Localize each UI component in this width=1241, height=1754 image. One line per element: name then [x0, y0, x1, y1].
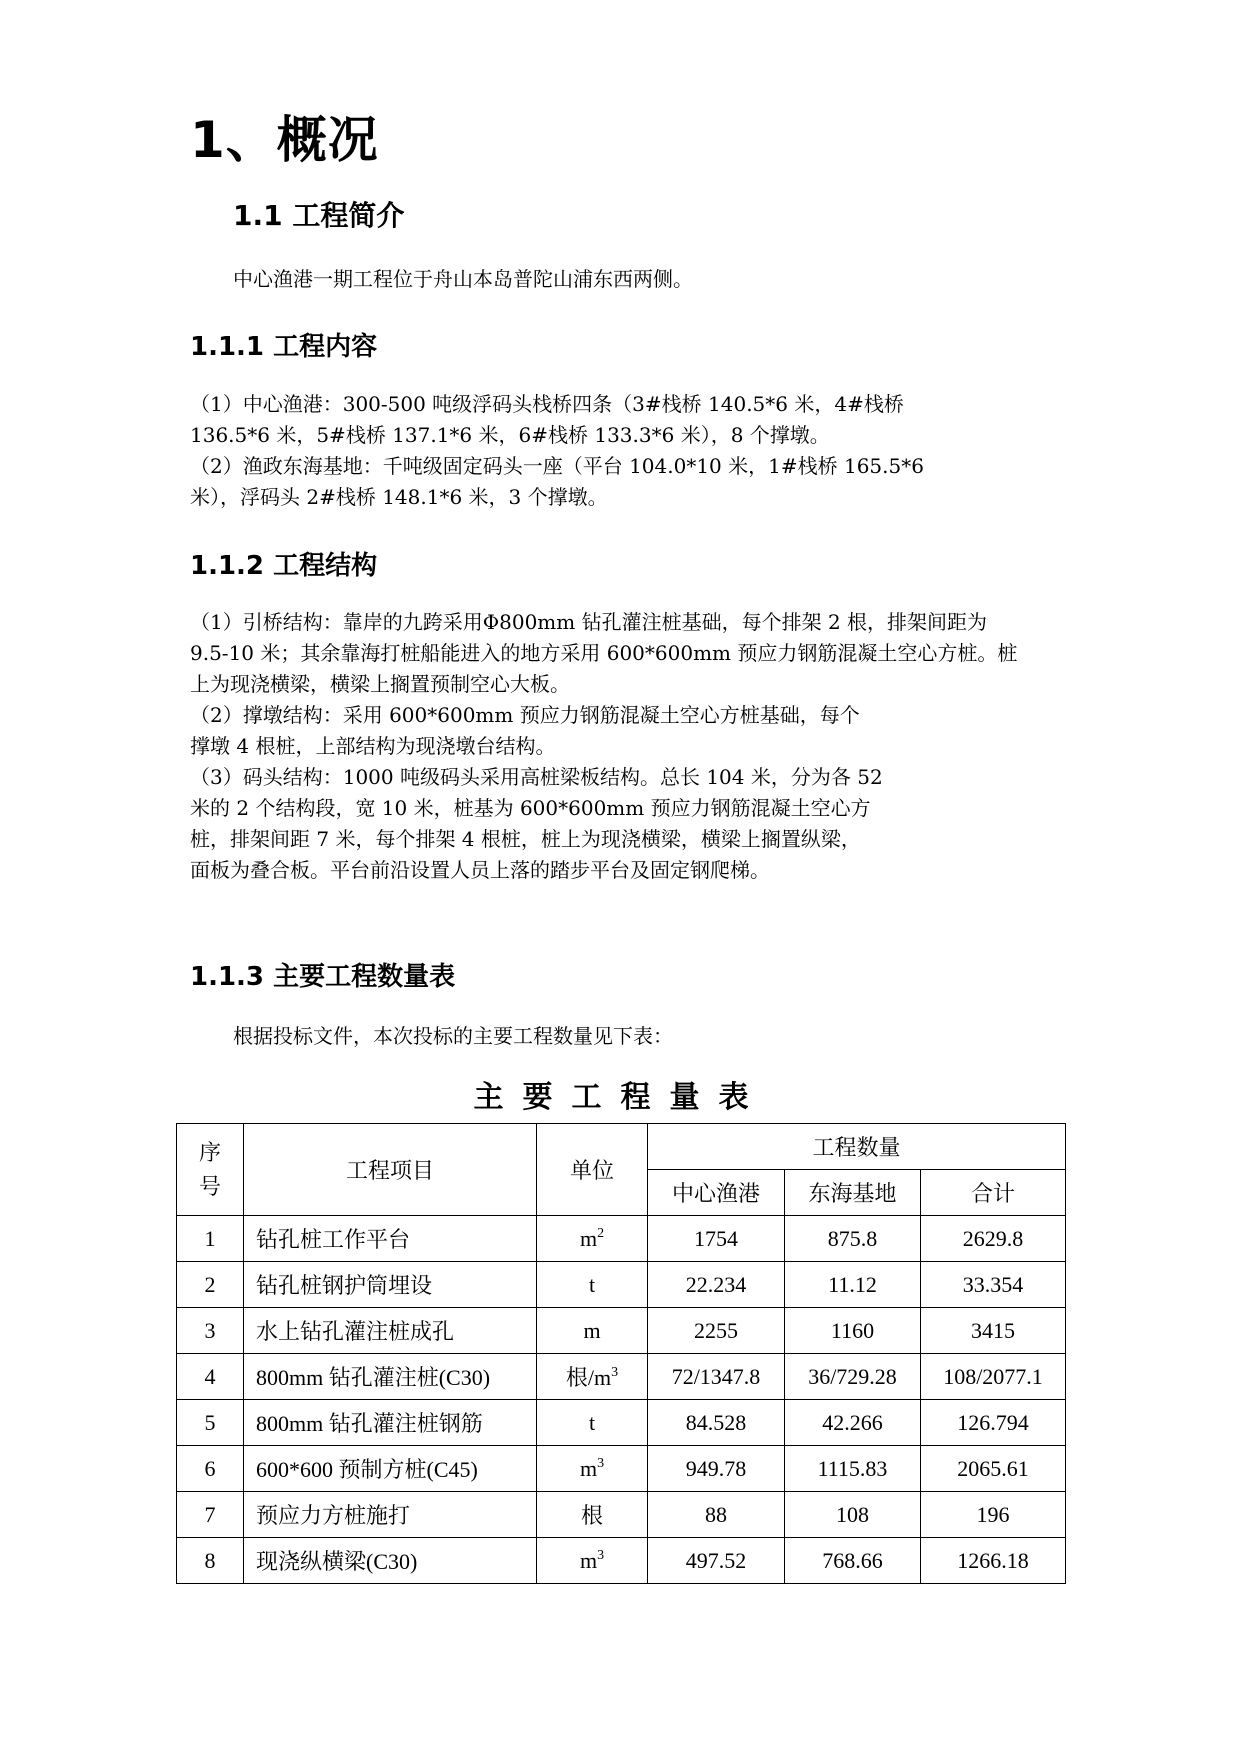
cell-unit: $m^3$	[537, 1538, 648, 1584]
text-line: （2）撑墩结构：采用 600*600mm 预应力钢筋混凝土空心方桩基础，每个	[190, 703, 860, 727]
cell-unit: 根	[537, 1492, 648, 1538]
cell-b: 875.8	[785, 1216, 921, 1262]
cell-total: 108/2077.1	[921, 1354, 1066, 1400]
text-line: 桩，排架间距 7 米，每个排架 4 根桩，桩上为现浇横梁，横梁上搁置纵梁，	[190, 827, 861, 851]
text-line: （2）渔政东海基地：千吨级固定码头一座（平台 104.0*10 米，1#栈桥 165.5*6	[190, 454, 924, 478]
cell-seq: 7	[177, 1492, 244, 1538]
cell-b: 1115.83	[785, 1446, 921, 1492]
cell-unit: t	[537, 1400, 648, 1446]
text-line: （3）码头结构：1000 吨级码头采用高桩梁板结构。总长 104 米，分为各 52	[190, 765, 883, 789]
text-line: 136.5*6 米，5#栈桥 137.1*6 米，6#栈桥 133.3*6 米），8 个撑墩。	[190, 423, 830, 447]
text-line: 撑墩 4 根桩，上部结构为现浇墩台结构。	[190, 734, 556, 758]
cell-seq: 1	[177, 1216, 244, 1262]
cell-a: 22.234	[648, 1262, 785, 1308]
cell-total: 2629.8	[921, 1216, 1066, 1262]
cell-a: 88	[648, 1492, 785, 1538]
cell-seq: 4	[177, 1354, 244, 1400]
cell-item: 800mm 钻孔灌注桩(C30)	[244, 1354, 537, 1400]
section-1-1-1-body	[190, 389, 924, 513]
cell-a: 949.78	[648, 1446, 785, 1492]
cell-a: 2255	[648, 1308, 785, 1354]
table-row	[177, 1308, 1066, 1354]
header-seq: 序号	[177, 1124, 244, 1216]
cell-seq: 5	[177, 1400, 244, 1446]
cell-unit: $m^2$	[537, 1216, 648, 1262]
text-line: 米），浮码头 2#栈桥 148.1*6 米，3 个撑墩。	[190, 485, 608, 509]
cell-unit: $m^3$	[537, 1446, 648, 1492]
cell-item: 钻孔桩钢护筒埋设	[244, 1262, 537, 1308]
table-row	[177, 1400, 1066, 1446]
cell-item: 600*600 预制方桩(C45)	[244, 1446, 537, 1492]
cell-unit: 根$/m^3$	[537, 1354, 648, 1400]
section-title-1-1: 1.1 工程简介	[233, 199, 405, 232]
cell-a: 84.528	[648, 1400, 785, 1446]
cell-total: 196	[921, 1492, 1066, 1538]
cell-total: 2065.61	[921, 1446, 1066, 1492]
section-title-1-1-3: 1.1.3 主要工程数量表	[190, 962, 456, 992]
cell-seq: 6	[177, 1446, 244, 1492]
quantity-table	[176, 1123, 1066, 1584]
table-row	[177, 1492, 1066, 1538]
text-line: （1）中心渔港：300-500 吨级浮码头栈桥四条（3#栈桥 140.5*6 米，4#栈桥	[190, 392, 904, 416]
cell-b: 36/729.28	[785, 1354, 921, 1400]
cell-item: 钻孔桩工作平台	[244, 1216, 537, 1262]
section-1-1-2-body	[190, 607, 1017, 886]
cell-seq: 3	[177, 1308, 244, 1354]
text-line: 上为现浇横梁，横梁上搁置预制空心大板。	[190, 672, 570, 696]
cell-seq: 2	[177, 1262, 244, 1308]
page-heading: 1、概况	[190, 111, 379, 169]
table-row	[177, 1354, 1066, 1400]
cell-total: 3415	[921, 1308, 1066, 1354]
table-title: 主要工程量表	[473, 1080, 768, 1115]
cell-unit: m	[537, 1308, 648, 1354]
section-1-1-intro: 中心渔港一期工程位于舟山本岛普陀山浦东西两侧。	[233, 267, 693, 291]
cell-a: 1754	[648, 1216, 785, 1262]
text-line: 面板为叠合板。平台前沿设置人员上落的踏步平台及固定钢爬梯。	[190, 858, 770, 882]
cell-b: 1160	[785, 1308, 921, 1354]
header-item: 工程项目	[244, 1124, 537, 1216]
cell-total: 1266.18	[921, 1538, 1066, 1584]
text-line: 9.5-10 米；其余靠海打桩船能进入的地方采用 600*600mm 预应力钢筋混凝土空心方桩。桩	[190, 641, 1018, 665]
cell-item: 现浇纵横梁(C30)	[244, 1538, 537, 1584]
table-header-row	[177, 1124, 1066, 1170]
table-row	[177, 1216, 1066, 1262]
cell-total: 33.354	[921, 1262, 1066, 1308]
header-unit: 单位	[537, 1124, 648, 1216]
header-col-total: 合计	[921, 1170, 1066, 1216]
cell-a: 72/1347.8	[648, 1354, 785, 1400]
cell-b: 108	[785, 1492, 921, 1538]
cell-item: 预应力方桩施打	[244, 1492, 537, 1538]
cell-seq: 8	[177, 1538, 244, 1584]
cell-a: 497.52	[648, 1538, 785, 1584]
header-col-a: 中心渔港	[648, 1170, 785, 1216]
table-row	[177, 1262, 1066, 1308]
cell-b: 11.12	[785, 1262, 921, 1308]
text-line: （1）引桥结构：靠岸的九跨采用Φ800mm 钻孔灌注桩基础，每个排架 2 根，排架间距为	[190, 610, 988, 634]
cell-item: 水上钻孔灌注桩成孔	[244, 1308, 537, 1354]
cell-total: 126.794	[921, 1400, 1066, 1446]
header-col-b: 东海基地	[785, 1170, 921, 1216]
section-1-1-3-intro: 根据投标文件，本次投标的主要工程数量见下表：	[233, 1024, 673, 1048]
header-quantity: 工程数量	[648, 1124, 1066, 1170]
table-row	[177, 1538, 1066, 1584]
cell-b: 768.66	[785, 1538, 921, 1584]
section-title-1-1-1: 1.1.1 工程内容	[190, 332, 378, 362]
section-title-1-1-2: 1.1.2 工程结构	[190, 551, 378, 581]
cell-b: 42.266	[785, 1400, 921, 1446]
text-line: 米的 2 个结构段，宽 10 米，桩基为 600*600mm 预应力钢筋混凝土空心方	[190, 796, 871, 820]
table-row	[177, 1446, 1066, 1492]
cell-unit: t	[537, 1262, 648, 1308]
cell-item: 800mm 钻孔灌注桩钢筋	[244, 1400, 537, 1446]
